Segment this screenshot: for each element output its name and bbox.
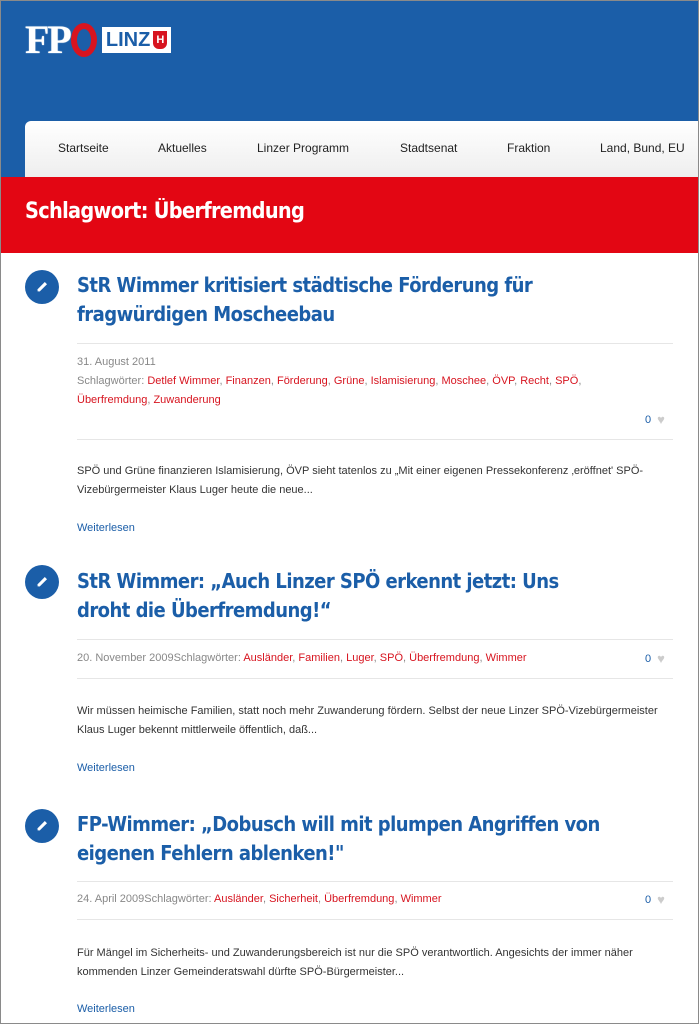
divider — [77, 639, 673, 640]
like-count: 0 — [645, 652, 652, 665]
post-date: 20. November 2009 — [77, 652, 174, 664]
nav-item-fraktion[interactable]: Fraktion — [507, 141, 551, 155]
post-meta: 24. April 2009Schlagwörter: Ausländer, Sicherheit, Überfremdung, Wimmer — [77, 893, 442, 905]
site-logo[interactable] — [25, 17, 171, 62]
tag-link[interactable]: Förderung — [276, 375, 328, 387]
divider — [77, 343, 673, 344]
nav-item-land-bund-eu[interactable]: Land, Bund, EU — [600, 141, 685, 155]
tag-link[interactable]: Wimmer — [400, 893, 442, 905]
post-excerpt: SPÖ und Grüne finanzieren Islamisierung, ÖVP sieht tatenlos zu „Mit einer eigenen Pressekonferenz ‚eröffnet' SPÖ-Vizebürgermeister Klaus Luger heute die neue... — [77, 465, 644, 496]
heart-icon: ♥ — [657, 412, 665, 427]
logo-linz-badge: LINZ H — [102, 27, 171, 53]
tag-link[interactable]: Islamisierung — [370, 375, 436, 387]
divider — [77, 439, 673, 440]
nav-item-startseite[interactable]: Startseite — [58, 141, 109, 155]
post-date: 24. April 2009 — [77, 893, 145, 905]
pencil-icon — [25, 809, 59, 843]
crest-icon: H — [153, 31, 167, 49]
pencil-icon — [25, 270, 59, 304]
tag-link[interactable]: Finanzen — [225, 375, 271, 387]
tag-link[interactable]: Grüne — [333, 375, 365, 387]
post-date: 31. August 2011 — [77, 356, 156, 368]
tags-label: Schlagwörter: — [144, 893, 212, 905]
tag-link[interactable]: SPÖ — [379, 652, 403, 664]
like-counter[interactable] — [645, 892, 665, 907]
read-more-link[interactable]: Weiterlesen — [77, 762, 135, 774]
tag-link[interactable]: Überfremdung — [77, 394, 148, 406]
tag-link[interactable]: Moschee — [441, 375, 487, 387]
post-tags: Schlagwörter: Detlef Wimmer, Finanzen, Förderung, Grüne, Islamisierung, Moschee, ÖVP, Recht, SPÖ, Überfremdung, Zuwanderung — [77, 375, 582, 406]
tag-link[interactable]: Wimmer — [485, 652, 527, 664]
heart-icon: ♥ — [657, 892, 665, 907]
heart-icon: ♥ — [657, 651, 665, 666]
post-meta: 20. November 2009Schlagwörter: Ausländer, Familien, Luger, SPÖ, Überfremdung, Wimmer — [77, 652, 527, 664]
read-more-link[interactable]: Weiterlesen — [77, 522, 135, 534]
tag-link[interactable]: Überfremdung — [324, 893, 395, 905]
nav-item-linzer-programm[interactable]: Linzer Programm — [257, 141, 350, 155]
tag-link[interactable]: Ausländer — [243, 652, 293, 664]
tag-link[interactable]: Zuwanderung — [153, 394, 221, 406]
tags-label: Schlagwörter: — [173, 652, 241, 664]
tag-link[interactable]: Sicherheit — [269, 893, 318, 905]
post-title-link[interactable]: StR Wimmer kritisiert städtische Förderung für fragwürdigen Moscheebau — [77, 273, 533, 326]
tag-link[interactable]: Ausländer — [214, 893, 263, 905]
post-meta — [77, 353, 637, 410]
nav-item-aktuelles[interactable]: Aktuelles — [158, 141, 207, 155]
tag-link[interactable]: Detlef Wimmer — [147, 375, 220, 387]
main-navigation — [25, 121, 699, 177]
post-title-link[interactable]: StR Wimmer: „Auch Linzer SPÖ erkennt jetzt: Uns droht die Überfremdung!“ — [77, 569, 559, 622]
logo-wordmark: FP — [25, 21, 98, 59]
tag-link[interactable]: ÖVP — [492, 375, 515, 387]
post-title-link[interactable]: FP-Wimmer: „Dobusch will mit plumpen Angriffen von eigenen Fehlern ablenken!" — [77, 812, 600, 865]
page-title: Schlagwort: Überfremdung — [25, 199, 305, 224]
tag-link[interactable]: Überfremdung — [409, 652, 480, 664]
like-counter[interactable] — [645, 651, 665, 666]
read-more-link[interactable]: Weiterlesen — [77, 1003, 135, 1015]
tags-label: Schlagwörter: — [77, 375, 145, 387]
post-excerpt: Wir müssen heimische Familien, statt noch mehr Zuwanderung fördern. Selbst der neue Linzer SPÖ-Vizebürgermeister Klaus Luger bekennt mittlerweile öffentlich, daß... — [77, 705, 658, 736]
tag-link[interactable]: Familien — [298, 652, 340, 664]
like-count: 0 — [645, 413, 652, 426]
divider — [77, 678, 673, 679]
logo-o-icon — [71, 23, 97, 57]
divider — [77, 919, 673, 920]
pencil-icon — [25, 565, 59, 599]
tag-link[interactable]: Luger — [346, 652, 374, 664]
tag-link[interactable]: Recht — [520, 375, 549, 387]
nav-item-stadtsenat[interactable]: Stadtsenat — [400, 141, 458, 155]
tag-link[interactable]: SPÖ — [555, 375, 579, 387]
like-count: 0 — [645, 893, 652, 906]
post-excerpt: Für Mängel im Sicherheits- und Zuwanderungsbereich ist nur die SPÖ verantwortlich. Angesichts der immer näher kommenden Linzer Gemeinderatswahl dürfte SPÖ-Bürgermeister... — [77, 947, 633, 978]
page-title-bar — [1, 177, 699, 253]
like-counter[interactable] — [645, 412, 665, 427]
divider — [77, 881, 673, 882]
